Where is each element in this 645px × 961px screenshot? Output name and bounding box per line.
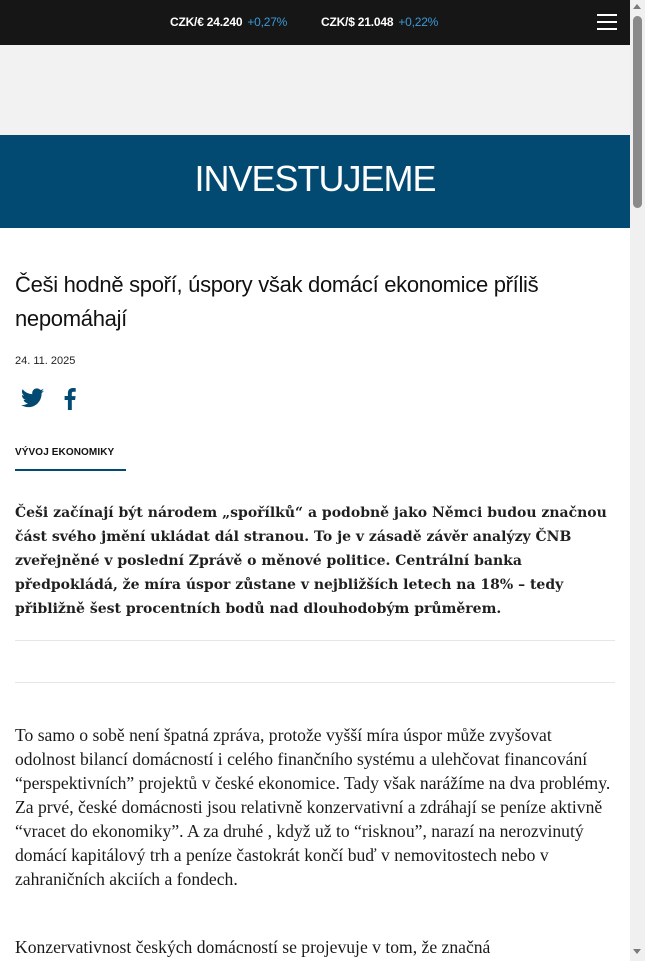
usd-rate-change: +0,22% xyxy=(398,15,439,29)
scroll-down-arrow-icon[interactable] xyxy=(633,949,641,954)
article-paragraph: Konzervativnost českých domácností se projevuje v tom, že značná xyxy=(15,937,491,957)
eur-rate xyxy=(170,15,287,29)
eur-rate-value: CZK/€ 24.240 xyxy=(170,15,243,29)
ad-placeholder xyxy=(0,45,630,135)
divider xyxy=(15,682,615,683)
brand-logo[interactable]: INVESTUJEME xyxy=(194,158,436,199)
category-tag-underline xyxy=(15,469,126,471)
currency-ticker-bar xyxy=(0,0,630,45)
article-perex: Češi začínají být národem „spořílků“ a podobně jako Němci budou značnou část svého jmění ukládat dál stranou. To je v zásadě závěr analýzy ČNB zveřejněné v poslední Zprávě o měnové politice. Centrální banka předpokládá, že míra úspor zůstane v nejbližších letech na 18% – tedy přibližně šest procentních bodů nad dlouhodobým průměrem. xyxy=(15,505,607,617)
scroll-up-arrow-icon[interactable] xyxy=(633,4,641,9)
scrollbar-thumb[interactable] xyxy=(633,16,642,208)
twitter-icon[interactable] xyxy=(21,388,44,408)
article-paragraph: To samo o sobě není špatná zpráva, protože vyšší míra úspor může zvyšovat odolnost bilancí domácností i celého finančního systému a ulehčovat financování “perspektivních” projektů v české ekonomice. Tady však narážíme na dva problémy. Za prvé, české domácnosti jsou relativně konzervativní a zdráhají se peníze aktivně “vracet do ekonomiky”. A za druhé , když už to “risknou”, narazí na nerozvinutý domácí kapitálový trh a peníze častokrát končí buď v nemovitostech nebo v zahraničních akciích a fondech. xyxy=(15,725,611,889)
hamburger-menu-icon[interactable] xyxy=(597,14,617,31)
facebook-icon[interactable] xyxy=(63,388,77,410)
category-tag[interactable]: VÝVOJ EKONOMIKY xyxy=(15,447,115,458)
usd-rate xyxy=(321,15,438,29)
article-title: Češi hodně spoří, úspory však domácí ekonomice příliš nepomáhají xyxy=(15,272,539,331)
usd-rate-value: CZK/$ 21.048 xyxy=(321,15,394,29)
article-date: 24. 11. 2025 xyxy=(15,355,76,367)
divider xyxy=(15,640,615,641)
eur-rate-change: +0,27% xyxy=(247,15,288,29)
